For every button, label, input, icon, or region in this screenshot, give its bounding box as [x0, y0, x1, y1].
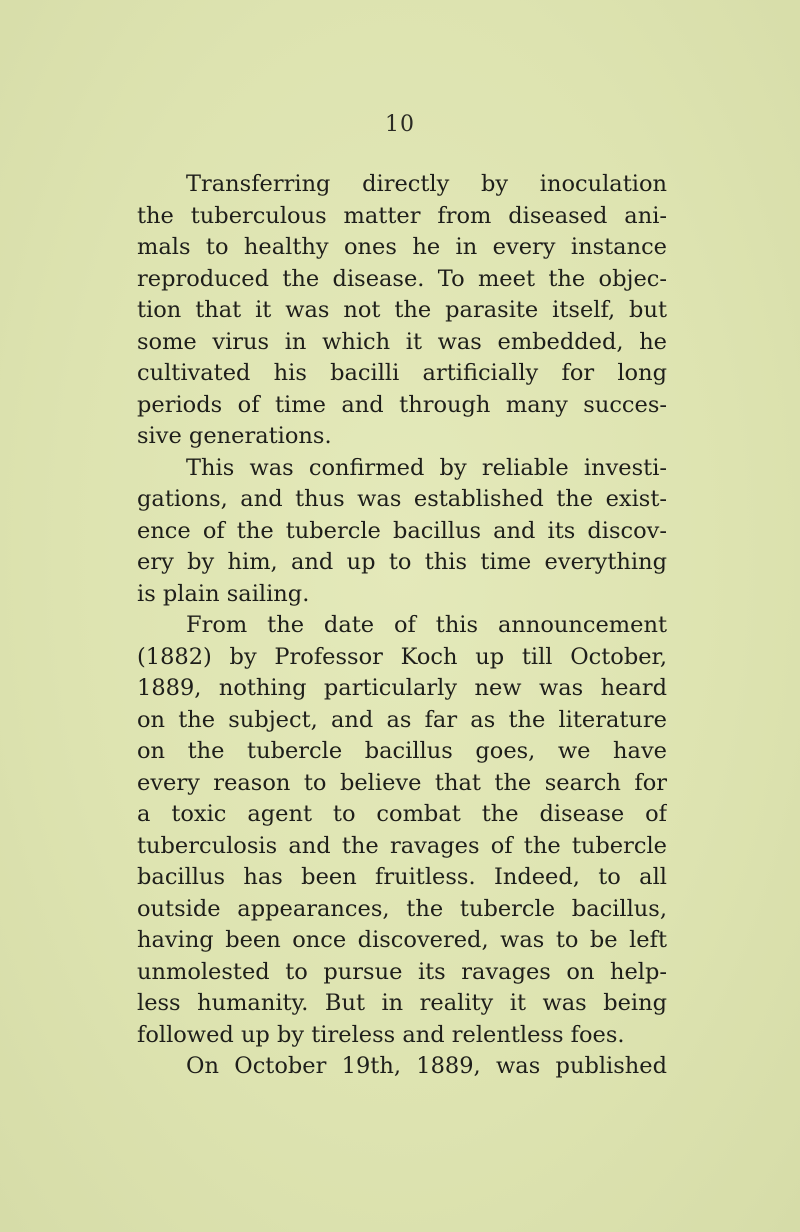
text-line: unmolested to pursue its ravages on help-: [137, 958, 667, 985]
text-line: ery by him, and up to this time everything: [137, 549, 667, 575]
text-line: From the date of this announcement: [186, 612, 667, 638]
text-line: on the tubercle bacillus goes, we have: [137, 738, 667, 764]
text-line: outside appearances, the tubercle bacillus,: [137, 895, 667, 922]
page-number: 10: [385, 112, 415, 137]
text-line: every reason to believe that the search for: [137, 769, 667, 796]
text-line: gations, and thus was established the exist-: [137, 486, 667, 512]
text-line: mals to healthy ones he in every instance: [137, 234, 667, 260]
text-line: tuberculosis and the ravages of the tubercle: [137, 832, 667, 859]
text-line: On October 19th, 1889, was published: [186, 1053, 667, 1079]
text-line: followed up by tireless and relentless foes.: [137, 1021, 625, 1048]
body-text: [137, 169, 667, 1083]
text-line: is plain sailing.: [137, 580, 310, 607]
text-line: Transferring directly by inoculation: [186, 171, 667, 197]
text-line: 1889, nothing particularly new was heard: [137, 675, 667, 701]
text-line: on the subject, and as far as the literature: [137, 706, 667, 733]
text-line: tion that it was not the parasite itself, but: [137, 297, 667, 323]
text-line: less humanity. But in reality it was being: [137, 990, 667, 1016]
text-line: the tuberculous matter from diseased ani-: [137, 202, 667, 229]
text-line: a toxic agent to combat the disease of: [137, 801, 667, 827]
text-line: reproduced the disease. To meet the objec-: [137, 265, 667, 292]
text-line: cultivated his bacilli artificially for long: [137, 360, 667, 386]
text-line: ence of the tubercle bacillus and its discov-: [137, 517, 667, 544]
text-line: (1882) by Professor Koch up till October,: [137, 643, 667, 670]
text-line: bacillus has been fruitless. Indeed, to all: [137, 864, 667, 890]
text-line: some virus in which it was embedded, he: [137, 328, 667, 355]
text-line: having been once discovered, was to be left: [137, 927, 667, 953]
text-line: sive generations.: [137, 423, 332, 449]
text-line: This was confirmed by reliable investi-: [186, 454, 667, 481]
text-line: periods of time and through many succes-: [137, 391, 667, 418]
